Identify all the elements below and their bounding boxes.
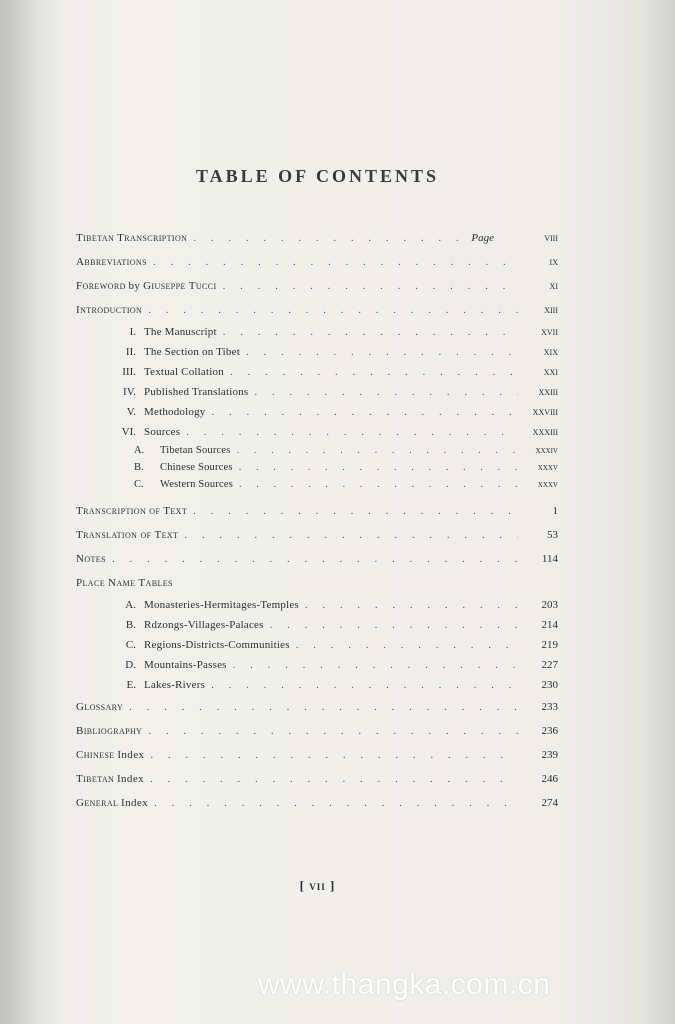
toc-sub-subentry-label: Chinese Sources — [160, 462, 233, 473]
leader-dots — [193, 499, 518, 523]
section-letter: C. — [125, 639, 136, 651]
toc-subentry[interactable] — [76, 422, 558, 442]
toc-heading-place-name-tables[interactable] — [76, 571, 558, 595]
toc-entry-chinese-index[interactable] — [76, 743, 558, 767]
toc-subentry-label: The Manuscript — [144, 326, 217, 338]
toc-entry-abbreviations[interactable] — [76, 250, 558, 274]
toc-subentry-label: Monasteries-Hermitages-Temples — [144, 599, 299, 611]
watermark-text: www.thangka.com.cn — [258, 968, 551, 1001]
section-letter: D. — [125, 659, 136, 671]
toc-entry-label-index: Index — [121, 797, 149, 809]
toc-entry-label-index: Index — [117, 749, 145, 761]
leader-dots — [223, 322, 518, 342]
toc-entry-page: 53 — [547, 529, 558, 541]
toc-subentry[interactable] — [76, 635, 558, 655]
leader-dots — [233, 655, 518, 675]
section-number: IV. — [123, 386, 136, 398]
toc-entry-label-index: Index — [116, 773, 145, 785]
leader-dots — [237, 442, 518, 459]
section-number: II. — [125, 346, 136, 358]
leader-dots — [296, 635, 518, 655]
leader-dots — [211, 402, 518, 422]
toc-entry-notes[interactable] — [76, 547, 558, 571]
leader-dots — [254, 382, 518, 402]
toc-entry-page: 203 — [541, 599, 558, 611]
section-letter: B. — [134, 462, 144, 473]
toc-entry-label-by: by — [128, 280, 141, 292]
leader-dots — [150, 743, 518, 767]
toc-subentry-label: Regions-Districts-Communities — [144, 639, 290, 651]
leader-dots — [305, 595, 518, 615]
toc-entry-label: Chinese — [76, 749, 115, 761]
toc-entry-label: Bibliography — [76, 725, 143, 737]
leader-dots — [148, 719, 518, 743]
leader-dots — [246, 342, 518, 362]
toc-entry-label: Notes — [76, 553, 106, 565]
leader-dots — [150, 767, 518, 791]
toc-entry-page: 239 — [541, 749, 558, 761]
toc-entry-page: xi — [549, 280, 558, 292]
toc-entry-label: Foreword — [76, 280, 126, 292]
toc-sub-subentry[interactable] — [76, 476, 558, 493]
toc-subentry-label: Textual Collation — [144, 366, 224, 378]
toc-entry-page: xxxv — [537, 479, 558, 490]
toc-entry-label: Translation of Text — [76, 529, 179, 541]
leader-dots — [230, 362, 518, 382]
toc-subentry[interactable] — [76, 675, 558, 695]
toc-entry-page: xiii — [544, 304, 558, 316]
toc-sub-subentry-label: Tibetan Sources — [160, 445, 231, 456]
toc-entry-label: General — [76, 797, 119, 809]
leader-dots — [239, 459, 518, 476]
toc-entry-page: 227 — [541, 659, 558, 671]
table-of-contents — [76, 226, 558, 815]
toc-subentry-label: Rdzongs-Villages-Palaces — [144, 619, 264, 631]
toc-entry-page: xxxiv — [535, 445, 558, 456]
toc-sub-subentry[interactable] — [76, 459, 558, 476]
toc-sub-subentry-label: Western Sources — [160, 479, 234, 490]
section-letter: A. — [125, 599, 136, 611]
page-column-label: Page — [471, 232, 494, 244]
toc-subentry[interactable] — [76, 655, 558, 675]
section-letter: A. — [134, 445, 145, 456]
leader-dots — [129, 695, 518, 719]
toc-entry-bibliography[interactable] — [76, 719, 558, 743]
toc-entry-foreword[interactable] — [76, 274, 558, 298]
toc-entry-label: Tibetan — [76, 773, 115, 785]
toc-entry-page: 246 — [541, 773, 558, 785]
leader-dots — [270, 615, 518, 635]
toc-entry-page: 114 — [541, 553, 558, 565]
toc-entry-page: xix — [543, 346, 558, 358]
toc-entry-page: 219 — [541, 639, 558, 651]
toc-entry-translation[interactable] — [76, 523, 558, 547]
leader-dots — [184, 523, 518, 547]
toc-entry-page: xxxv — [537, 462, 558, 473]
leader-dots — [153, 250, 518, 274]
toc-subentry[interactable] — [76, 402, 558, 422]
leader-dots — [154, 791, 518, 815]
toc-subentry[interactable] — [76, 322, 558, 342]
toc-entry-label: Introduction — [76, 304, 143, 316]
toc-entry-tibetan-transcription[interactable] — [76, 226, 558, 250]
leader-dots — [211, 675, 518, 695]
toc-subentry[interactable] — [76, 342, 558, 362]
toc-entry-page: xvii — [541, 326, 558, 338]
section-number: VI. — [121, 426, 136, 438]
section-letter: B. — [125, 619, 136, 631]
toc-sub-subentry[interactable] — [76, 442, 558, 459]
section-letter: C. — [134, 479, 144, 490]
toc-entry-page: 230 — [541, 679, 558, 691]
page-title: TABLE OF CONTENTS — [195, 166, 440, 186]
toc-entry-page: xxviii — [532, 406, 558, 418]
section-number: V. — [126, 406, 136, 418]
toc-subentry[interactable] — [76, 595, 558, 615]
toc-entry-label: Tibetan Transcription — [76, 232, 188, 244]
leader-dots — [186, 422, 518, 442]
toc-subentry-label: Methodology — [144, 406, 206, 418]
toc-subentry-label: Published Translations — [144, 386, 249, 398]
toc-entry-label: Abbreviations — [76, 256, 147, 268]
toc-subentry-label: Lakes-Rivers — [144, 679, 206, 691]
toc-entry-page: 214 — [541, 619, 558, 631]
toc-entry-page: viii — [544, 232, 558, 244]
toc-entry-page: ix — [549, 256, 558, 268]
section-number: III. — [122, 366, 136, 378]
toc-entry-introduction[interactable] — [76, 298, 558, 322]
toc-subentry-label: Mountains-Passes — [144, 659, 227, 671]
toc-entry-page: 274 — [541, 797, 558, 809]
toc-subentry[interactable] — [76, 382, 558, 402]
toc-entry-tibetan-index[interactable] — [76, 767, 558, 791]
toc-entry-glossary[interactable] — [76, 695, 558, 719]
leader-dots — [112, 547, 518, 571]
toc-subentry[interactable] — [76, 362, 558, 382]
leader-dots — [148, 298, 518, 322]
toc-entry-page: xxi — [543, 366, 558, 378]
toc-entry-page: xxiii — [538, 386, 558, 398]
toc-subentry-label: Sources — [144, 426, 181, 438]
toc-subentry[interactable] — [76, 615, 558, 635]
toc-entry-general-index[interactable] — [76, 791, 558, 815]
toc-entry-page: 1 — [552, 505, 558, 517]
section-letter: E. — [126, 679, 136, 691]
toc-entry-page: 233 — [541, 701, 558, 713]
toc-entry-page: xxxiii — [532, 426, 558, 438]
page-fold-shadow — [0, 0, 60, 1024]
toc-subentry-label: The Section on Tibet — [144, 346, 240, 358]
leader-dots — [223, 274, 518, 298]
page-number: [ vii ] — [299, 878, 336, 893]
leader-dots — [193, 226, 465, 250]
leader-dots — [239, 476, 518, 493]
toc-entry-page: 236 — [541, 725, 558, 737]
toc-entry-label: Glossary — [76, 701, 124, 713]
toc-entry-label: Place Name Tables — [76, 577, 173, 589]
section-number: I. — [129, 326, 136, 338]
toc-entry-label-author: Giuseppe Tucci — [143, 280, 217, 292]
toc-entry-label: Transcription of Text — [76, 505, 188, 517]
toc-entry-transcription[interactable] — [76, 499, 558, 523]
